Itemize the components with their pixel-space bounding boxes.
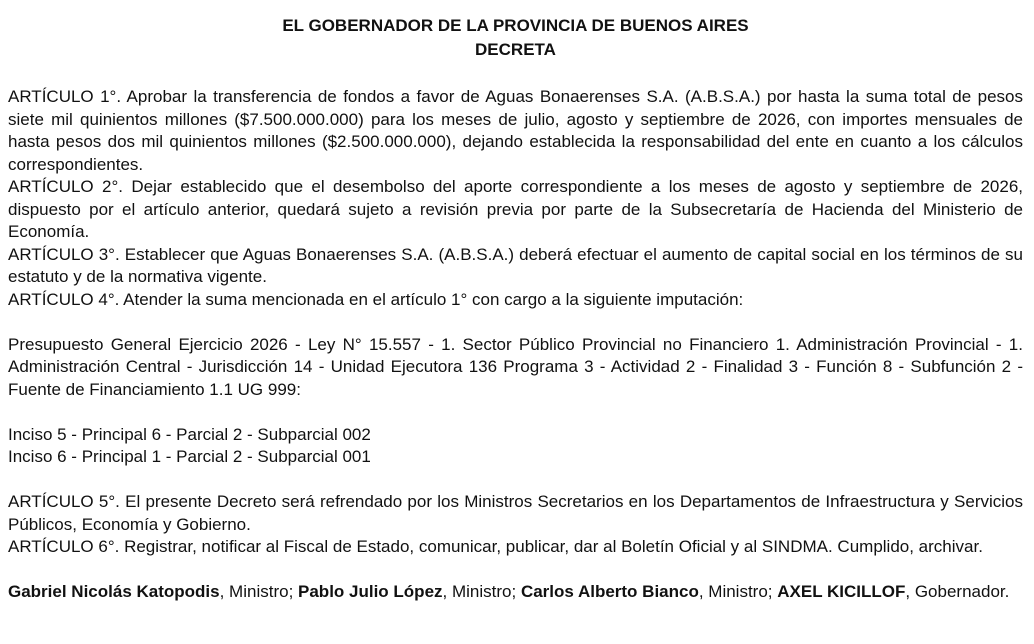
article-6: ARTÍCULO 6°. Registrar, notificar al Fiscal de Estado, comunicar, publicar, dar al Boletín Oficial y al SINDMA. Cumplido, archivar. xyxy=(8,537,983,556)
article-5: ARTÍCULO 5°. El presente Decreto será refrendado por los Ministros Secretarios en los Departamentos de Infraestructura y Servicios Públicos, Economía y Gobierno. xyxy=(8,492,1023,534)
signatory-name-2: Pablo Julio López xyxy=(298,582,443,601)
article-1: ARTÍCULO 1°. Aprobar la transferencia de fondos a favor de Aguas Bonaerenses S.A. (A.B.S.A.) por hasta la suma total de pesos siete mil quinientos millones ($7.500.000.000) para los meses de julio, agosto y septiembre de 2026, con importes mensuales de hasta pesos dos mil quinientos millones ($2.500.000.000), dejando establecida la responsabilidad del ente en cuanto a los cálculos correspondientes. xyxy=(8,87,1023,174)
inciso-line-2: Inciso 6 - Principal 1 - Parcial 2 - Subparcial 001 xyxy=(8,447,371,466)
article-2: ARTÍCULO 2°. Dejar establecido que el desembolso del aporte correspondiente a los meses de agosto y septiembre de 2026, dispuesto por el artículo anterior, quedará sujeto a revisión previa por parte de la Subsecretaría de Hacienda del Ministerio de Economía. xyxy=(8,177,1023,241)
header-title: EL GOBERNADOR DE LA PROVINCIA DE BUENOS AIRES xyxy=(282,16,749,35)
signatory-role-3: , Ministro; xyxy=(698,582,778,601)
spacer xyxy=(8,559,1023,582)
decree-document xyxy=(8,14,1023,621)
budget-imputation: Presupuesto General Ejercicio 2026 - Ley N° 15.557 - 1. Sector Público Provincial no Financiero 1. Administración Provincial - 1. Administración Central - Jurisdicción 14 - Unidad Ejecutora 136 Programa 3 - Actividad 2 - Finalidad 3 - Función 8 - Subfunción 2 - Fuente de Financiamiento 1.1 UG 999: xyxy=(8,334,1023,399)
signatory-role-1: , Ministro; xyxy=(219,582,299,601)
signatory-name-4: AXEL KICILLOF xyxy=(777,582,906,601)
signatory-role-2: , Ministro; xyxy=(442,582,521,601)
article-3: ARTÍCULO 3°. Establecer que Aguas Bonaerenses S.A. (A.B.S.A.) deberá efectuar el aumento de capital social en los términos de su estatuto y de la normativa vigente. xyxy=(8,244,1023,286)
articles-section xyxy=(8,86,1023,604)
inciso-line-1: Inciso 5 - Principal 6 - Parcial 2 - Subparcial 002 xyxy=(8,424,371,444)
spacer xyxy=(8,311,1023,334)
signatory-name-3: Carlos Alberto Bianco xyxy=(520,582,699,601)
header-decreta: DECRETA xyxy=(475,40,556,59)
signatures-block xyxy=(8,581,1023,604)
signatory-role-4: , Gobernador. xyxy=(905,582,1010,601)
signatory-name-1: Gabriel Nicolás Katopodis xyxy=(8,582,220,601)
spacer xyxy=(8,401,1023,424)
spacer xyxy=(8,469,1023,492)
article-4: ARTÍCULO 4°. Atender la suma mencionada en el artículo 1° con cargo a la siguiente imputación: xyxy=(8,289,744,309)
